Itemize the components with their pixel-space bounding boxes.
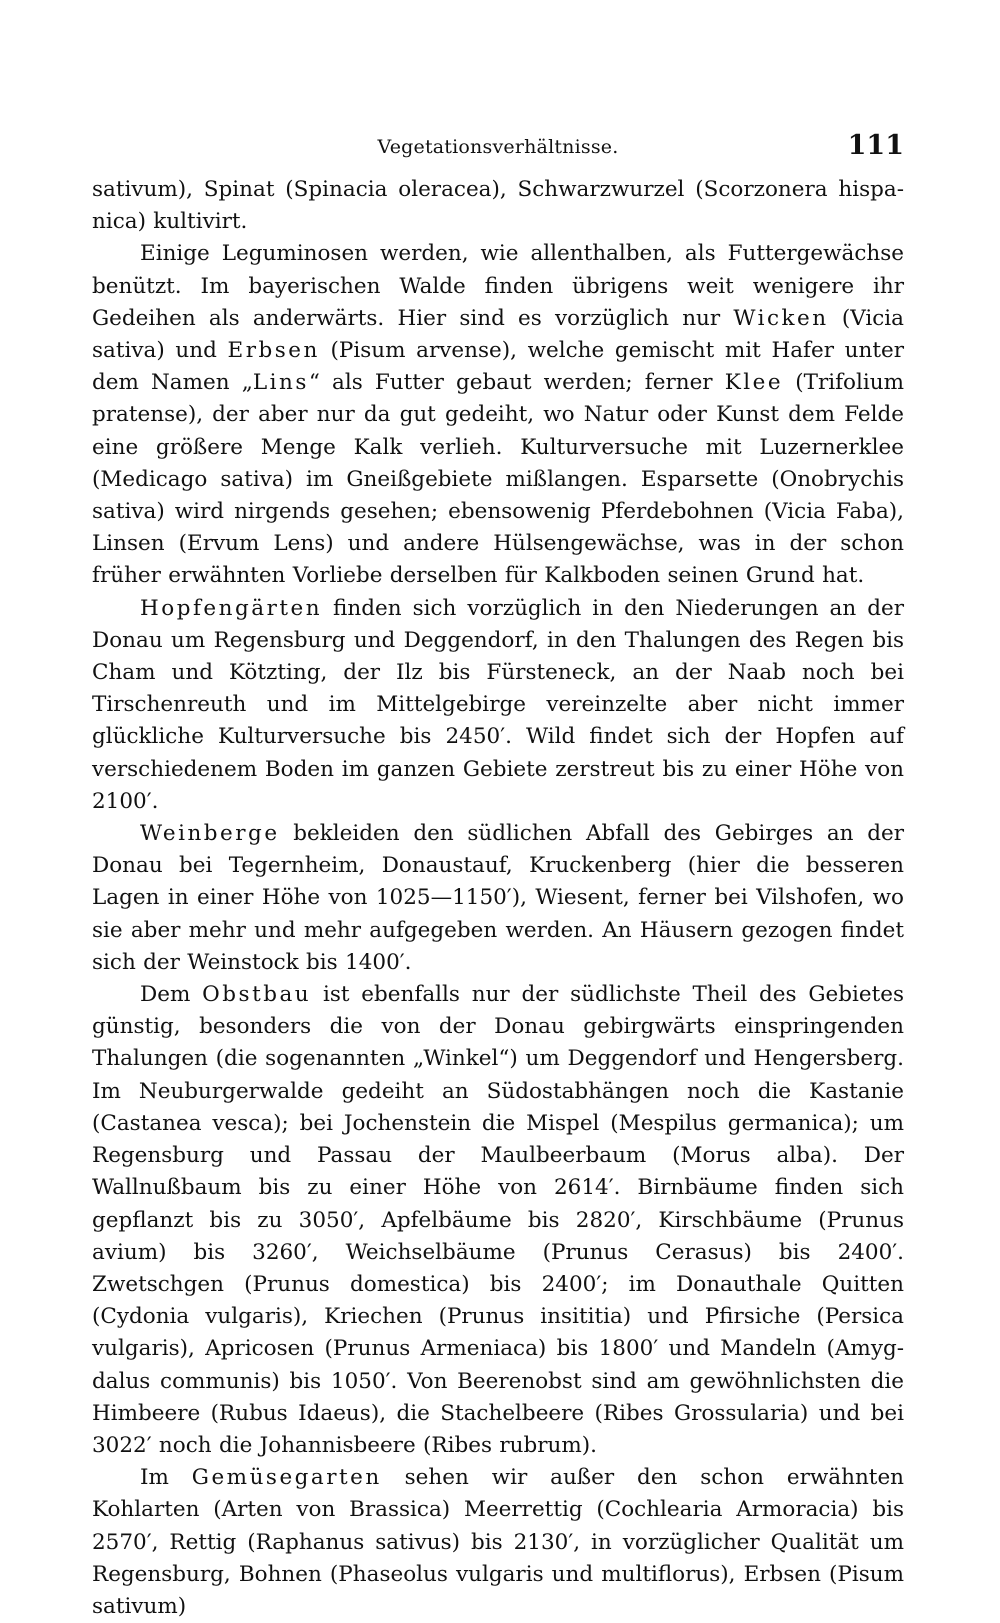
- text-run: finden sich vorzüglich in den Niederungen an der Donau um Regensburg und Deggendorf, in den Thalungen des Regen bis Cham und Kötzting, der Ilz bis Fürsteneck, an der Naab noch bei Tirschenreuth und im Mittelgebirge vereinzelte aber nicht immer glückliche Kulturversuche bis 2450′. Wild findet sich der Hopfen auf verschiedenem Boden im ganzen Gebiete zerstreut bis zu einer Höhe von 2100′.: [92, 595, 904, 814]
- body-text: [92, 174, 904, 1623]
- emphasized-term: Obstbau: [202, 982, 312, 1008]
- paragraph: [92, 238, 904, 592]
- text-run: Dem: [140, 982, 203, 1008]
- text-run: Einige Leguminosen werden, wie allenthalben, als Futtergewächse benützt. Im bayerischen Walde finden übrigens weit wenigere ihr Gedeihen als anderwärts. Hier sind es vorzüglich nur: [92, 241, 904, 331]
- emphasized-term: Lins: [252, 370, 309, 396]
- paragraph: [92, 979, 904, 1462]
- emphasized-term: Klee: [724, 370, 784, 396]
- paragraph: [92, 593, 904, 818]
- emphasized-term: Erbsen: [227, 338, 320, 364]
- text-run: Im: [140, 1465, 192, 1491]
- text-run: sehen wir außer den schon erwähnten Kohlarten (Arten von Brassica) Meerrettig (Cochlearia Armoracia) bis 2570′, Rettig (Raphanus sativus) bis 2130′, in vorzüglicher Qualität um Regensburg, Bohnen (Phaseolus vulgaris und multiflorus), Erbsen (Pisum sativum): [92, 1465, 905, 1619]
- paragraph: [92, 818, 904, 979]
- text-run: sativum), Spinat (Spinacia oleracea), Schwarzwurzel (Scorzonera hispanica) kultivirt.: [92, 177, 904, 235]
- text-run: “ als Futter gebaut werden; ferner: [308, 370, 725, 396]
- running-head: [92, 128, 904, 168]
- paragraph: [92, 1462, 904, 1623]
- emphasized-term: Wicken: [733, 305, 829, 331]
- emphasized-term: Gemüsegarten: [191, 1465, 382, 1491]
- text-run: ist ebenfalls nur der südlichste Theil des Gebietes günstig, besonders die von der Donau gebirgwärts einspringenden Thalungen (die sogenannten „Winkel“) um Deggendorf und Hengersberg. Im Neuburgerwalde gedeiht an Südostabhängen noch die Kastanie (Castanea vesca); bei Jochenstein die Mispel (Mespilus germanica); um Regensburg und Passau der Maulbeerbaum (Morus alba). Der Wallnußbaum bis zu einer Höhe von 2614′. Birnbäume finden sich gepflanzt bis zu 3050′, Apfelbäume bis 2820′, Kirschbäume (Prunus avium) bis 3260′, Weichselbäume (Prunus Cerasus) bis 2400′. Zwetschgen (Prunus domestica) bis 2400′; im Donauthale Quitten (Cydonia vulgaris), Kriechen (Prunus insititia) und Pfirsiche (Persica vulgaris), Apricosen (Prunus Armeniaca) bis 1800′ und Mandeln (Amygdalus communis) bis 1050′. Von Beerenobst sind am gewöhnlichsten die Himbeere (Rubus Idaeus), die Stachelbeere (Ribes Grossularia) und bei 3022′ noch die Johannisbeere (Ribes rubrum).: [92, 982, 904, 1458]
- page-number: 111: [847, 130, 904, 161]
- running-title: Vegetationsverhältnisse.: [377, 136, 619, 158]
- text-run: (Vicia sativa) und: [92, 305, 905, 364]
- text-run: bekleiden den südlichen Abfall des Gebirges an der Donau bei Tegernheim, Donaustauf, Kruckenberg (hier die besseren Lagen in einer Höhe von 1025—1150′), Wiesent, ferner bei Vilshofen, wo sie aber mehr und mehr aufgegeben werden. An Häusern gezogen findet sich der Weinstock bis 1400′.: [92, 821, 904, 975]
- emphasized-term: Hopfengärten: [140, 595, 323, 621]
- book-page: [92, 128, 904, 1623]
- paragraph: [92, 174, 904, 238]
- emphasized-term: Weinberge: [140, 821, 280, 847]
- text-run: (Pisum arvense), welche gemischt mit Hafer unter dem Namen „: [92, 338, 904, 396]
- text-run: (Trifolium pratense), der aber nur da gut gedeiht, wo Natur oder Kunst dem Felde eine größere Menge Kalk verlieh. Kulturversuche mit Luzernerklee (Medicago sativa) im Gneißgebiete mißlangen. Esparsette (Onobrychis sativa) wird nirgends gesehen; ebensowenig Pferdebohnen (Vicia Faba), Linsen (Ervum Lens) und andere Hülsengewächse, was in der schon früher erwähnten Vorliebe derselben für Kalkboden seinen Grund hat.: [92, 370, 904, 589]
